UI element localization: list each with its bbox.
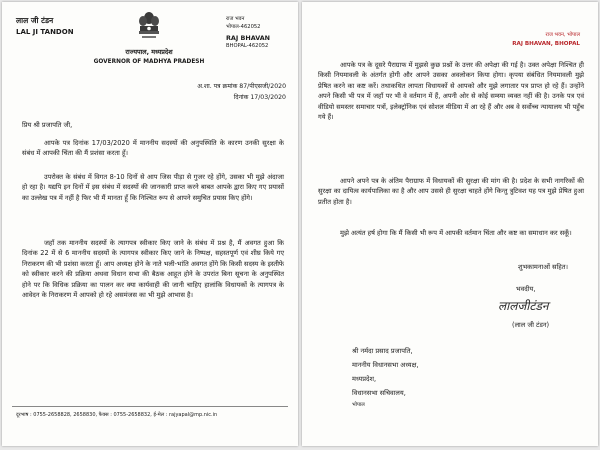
recipient-line-3: मध्यप्रदेश, <box>352 375 377 383</box>
recipient-line-1: श्री नर्मदा प्रसाद प्रजापति, <box>352 347 413 355</box>
address-english-1: RAJ BHAVAN <box>226 34 271 42</box>
closing: भवदीय, <box>516 285 536 293</box>
signer-name: (लाल जी टंडन) <box>512 321 550 329</box>
footer-divider <box>12 406 288 407</box>
letter-page-2 <box>302 2 598 446</box>
wishes: शुभकामनाओं सहित। <box>518 263 568 271</box>
page2-paragraph-3: मुझे अत्यंत हर्ष होगा कि मैं किसी भी रूप में आपकी वर्तमान चिंता और कष्ट का समाधान कर सकूँ। <box>340 229 572 237</box>
sender-name-english: LAL JI TANDON <box>16 28 74 36</box>
page2-paragraph-1: आपके पत्र के दूसरे पैराग्राफ में मुझसे कुछ प्रश्नों के उत्तर की अपेक्षा की गई है। उक्त अपेक्षा निश्चित ही किसी नियमावली के अंतर्गत होगी और आपने उसका अवलोकन किया होगा। कृपया संबंधित नियमावली मुझे प्रेषित करने का कष्ट करें। तथाकथित लापता विधायकों से आपको और मुझे लगातार पत्र प्राप्त हो रहे हैं। उन्होंने अपने किसी भी पत्र में जहाँ पर भी वे वर्तमान में हैं, अपनी ओर से कोई सम्स्या व्यक्त नहीं की है। उनके पत्र एवं वीडियो समस्तर समाचार पत्रों, इलेक्ट्रॉनिक एवं सोशल मीडिया में आ रहे हैं और अब वे सर्वोच्च न्यायालय भी पहुँच गये हैं। <box>318 61 584 122</box>
header-address-hindi: राज भवन, भोपाल <box>545 32 580 38</box>
reference-number: अ.शा. पत्र क्रमांक 87/पीएसजी/2020 <box>197 83 286 90</box>
letter-page-1 <box>2 2 298 446</box>
national-emblem-icon <box>136 10 162 46</box>
sender-name-hindi: लाल जी टंडन <box>16 16 54 25</box>
paragraph-3: जहाँ तक माननीय सदस्यों के त्यागपत्र स्वीकार किए जाने के संबंध में प्रश्न है, मैं अवगत हुआ कि दिनांक 22 में से 6 माननीय सदस्यों के त्यागपत्र स्वीकार किए जाने के निष्पक्ष, सहस्तपूर्ण एवं शीघ्र किये गए निराकरण की भी प्रशंसा करता हूँ। आप अध्यक्ष होने के नाते भली-भांति अवगत होंगे कि किसी सदस्य के इस्तीफे को स्वीकार करने की प्रक्रिया अथवा विधान सभा की बैठक आहूत होने के उपरांत बिना सूचना के अनुपस्थित होने पर कि विधिक प्रक्रिया का पालन कर क्या कार्यवाही की जानी चाहिए हालांकि विधायकों के त्यागपत्र के आवेदन के निराकरण में आपको हो रहे असमंजस का भी मुझे आभास है। <box>22 239 284 300</box>
address-english-2: BHOPAL-462052 <box>226 43 269 49</box>
office-title-english: GOVERNOR OF MADHYA PRADESH <box>93 59 205 65</box>
paragraph-1: आपके पत्र दिनांक 17/03/2020 में माननीय सदस्यों की अनुपस्थिति के कारण उनकी सुरक्षा के संबंध में आपकी चिंता की मैं प्रशंसा करता हूँ। <box>22 139 284 158</box>
page2-paragraph-2: आपने अपने पत्र के अंतिम पैराग्राफ में विधायकों की सुरक्षा की मांग की है। प्रदेश के सभी नागरिकों की सुरक्षा का दायित्व कार्यपालिका का है और आप उससे ही सुरक्षा चाहते होंगे किन्तु त्रुटिवश यह पत्र मुझे प्रेषित हुआ प्रतीत होता है। <box>318 177 584 206</box>
recipient-line-2: माननीय विधानसभा अध्यक्ष, <box>352 361 419 369</box>
address-hindi-1: राज भवन <box>226 16 245 22</box>
footer-contact: दूरभाष : 0755-2658828, 2658830, फैक्स : 0755-2658832, ई-मेल : rajyapal@mp.nic.in <box>16 412 218 418</box>
letter-date: दिनांक 17/03/2020 <box>233 94 286 101</box>
signature: लालजीटंडन <box>498 299 549 313</box>
address-hindi-2: भोपाल-462052 <box>226 24 261 30</box>
recipient-line-4: विधानसभा सचिवालय, <box>352 389 406 397</box>
salutation: प्रिय श्री प्रजापति जी, <box>22 121 73 129</box>
header-address-english: RAJ BHAVAN, BHOPAL <box>512 41 580 47</box>
recipient-line-5: भोपाल <box>352 402 365 408</box>
office-title-hindi: राज्यपाल, मध्यप्रदेश <box>125 48 173 56</box>
paragraph-2: उपरोक्त के संबंध में विगत 8-10 दिनों से आप जिस पीड़ा से गुजर रहे होंगे, उसका भी मुझे अंदाजा हो रहा है। यद्यपि इन दिनों में इस संबंध में सदस्यों की जानकारी प्राप्त करने बाबत आपके द्वारा किए गए प्रयासों का उल्लेख पत्र में नहीं है फिर भी मैं मानता हूँ कि निश्चित रूप से आपने समुचित प्रयास किए होंगे। <box>22 173 284 202</box>
